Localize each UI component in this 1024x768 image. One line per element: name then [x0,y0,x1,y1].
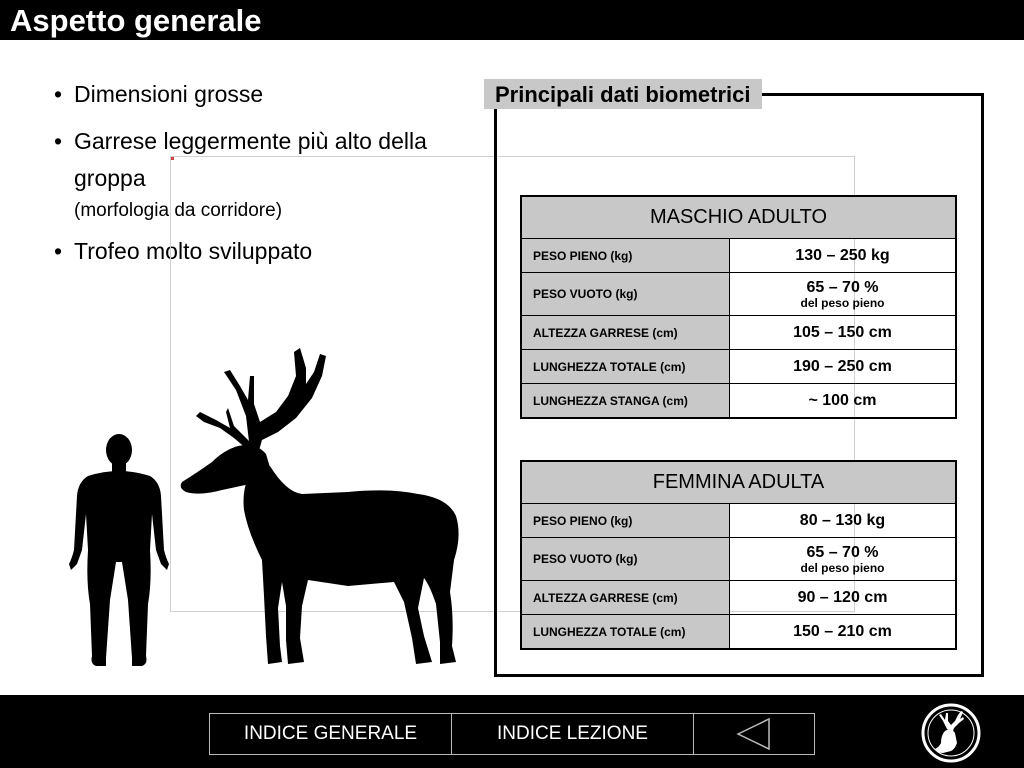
row-label: LUNGHEZZA TOTALE (cm) [521,615,730,650]
female-table-title: FEMMINA ADULTA [521,461,956,504]
general-index-button[interactable]: INDICE GENERALE [210,714,452,754]
male-biometric-table [520,195,957,419]
deer-head-logo-icon[interactable] [921,703,981,763]
female-biometric-table [520,460,957,650]
table-row [521,239,956,273]
row-label: PESO PIENO (kg) [521,504,730,538]
back-button[interactable] [694,714,814,754]
row-label: PESO PIENO (kg) [521,239,730,273]
table-row [521,350,956,384]
table-row [521,538,956,581]
row-value: 190 – 250 cm [730,350,957,384]
row-value-note: del peso pieno [800,560,885,575]
table-header-row [521,196,956,239]
table-row [521,581,956,615]
table-row [521,316,956,350]
row-value: ~ 100 cm [730,384,957,419]
row-value: 65 – 70 % [806,278,879,296]
row-value: 80 – 130 kg [730,504,957,538]
biometric-heading: Principali dati biometrici [484,79,762,109]
bullet-item: • Dimensioni grosse [54,81,264,107]
human-silhouette-icon [66,432,172,668]
bullet-subtext: (morfologia da corridore) [74,200,283,221]
back-triangle-icon [694,714,814,754]
table-row [521,273,956,316]
lesson-index-button[interactable]: INDICE LEZIONE [452,714,694,754]
bullet-text: Garrese leggermente più alto della groppa [74,128,427,191]
bullet-item: • Garrese leggermente più alto della groppa (morfologia da corridore) [52,123,472,225]
title-bar [0,0,1024,40]
row-value: 130 – 250 kg [730,239,957,273]
row-value: 90 – 120 cm [730,581,957,615]
page-title: Aspetto generale [10,3,262,38]
row-label: LUNGHEZZA TOTALE (cm) [521,350,730,384]
row-value: 150 – 210 cm [730,615,957,650]
bullet-text: Trofeo molto sviluppato [74,238,313,264]
row-value: 65 – 70 % [806,543,879,561]
row-value-cell [730,273,957,316]
table-row [521,384,956,419]
row-label: LUNGHEZZA STANGA (cm) [521,384,730,419]
bullet-item: • Trofeo molto sviluppato [54,238,313,264]
navigation-bar [209,713,815,755]
row-label: ALTEZZA GARRESE (cm) [521,316,730,350]
deer-silhouette-icon [178,346,464,668]
table-row [521,504,956,538]
row-value-cell [730,538,957,581]
row-value-note: del peso pieno [800,295,885,310]
table-row [521,615,956,650]
placeholder-marker [171,157,174,160]
row-label: ALTEZZA GARRESE (cm) [521,581,730,615]
bullet-text: Dimensioni grosse [74,81,264,107]
male-table-title: MASCHIO ADULTO [521,196,956,239]
row-label: PESO VUOTO (kg) [521,273,730,316]
row-label: PESO VUOTO (kg) [521,538,730,581]
row-value: 105 – 150 cm [730,316,957,350]
table-header-row [521,461,956,504]
